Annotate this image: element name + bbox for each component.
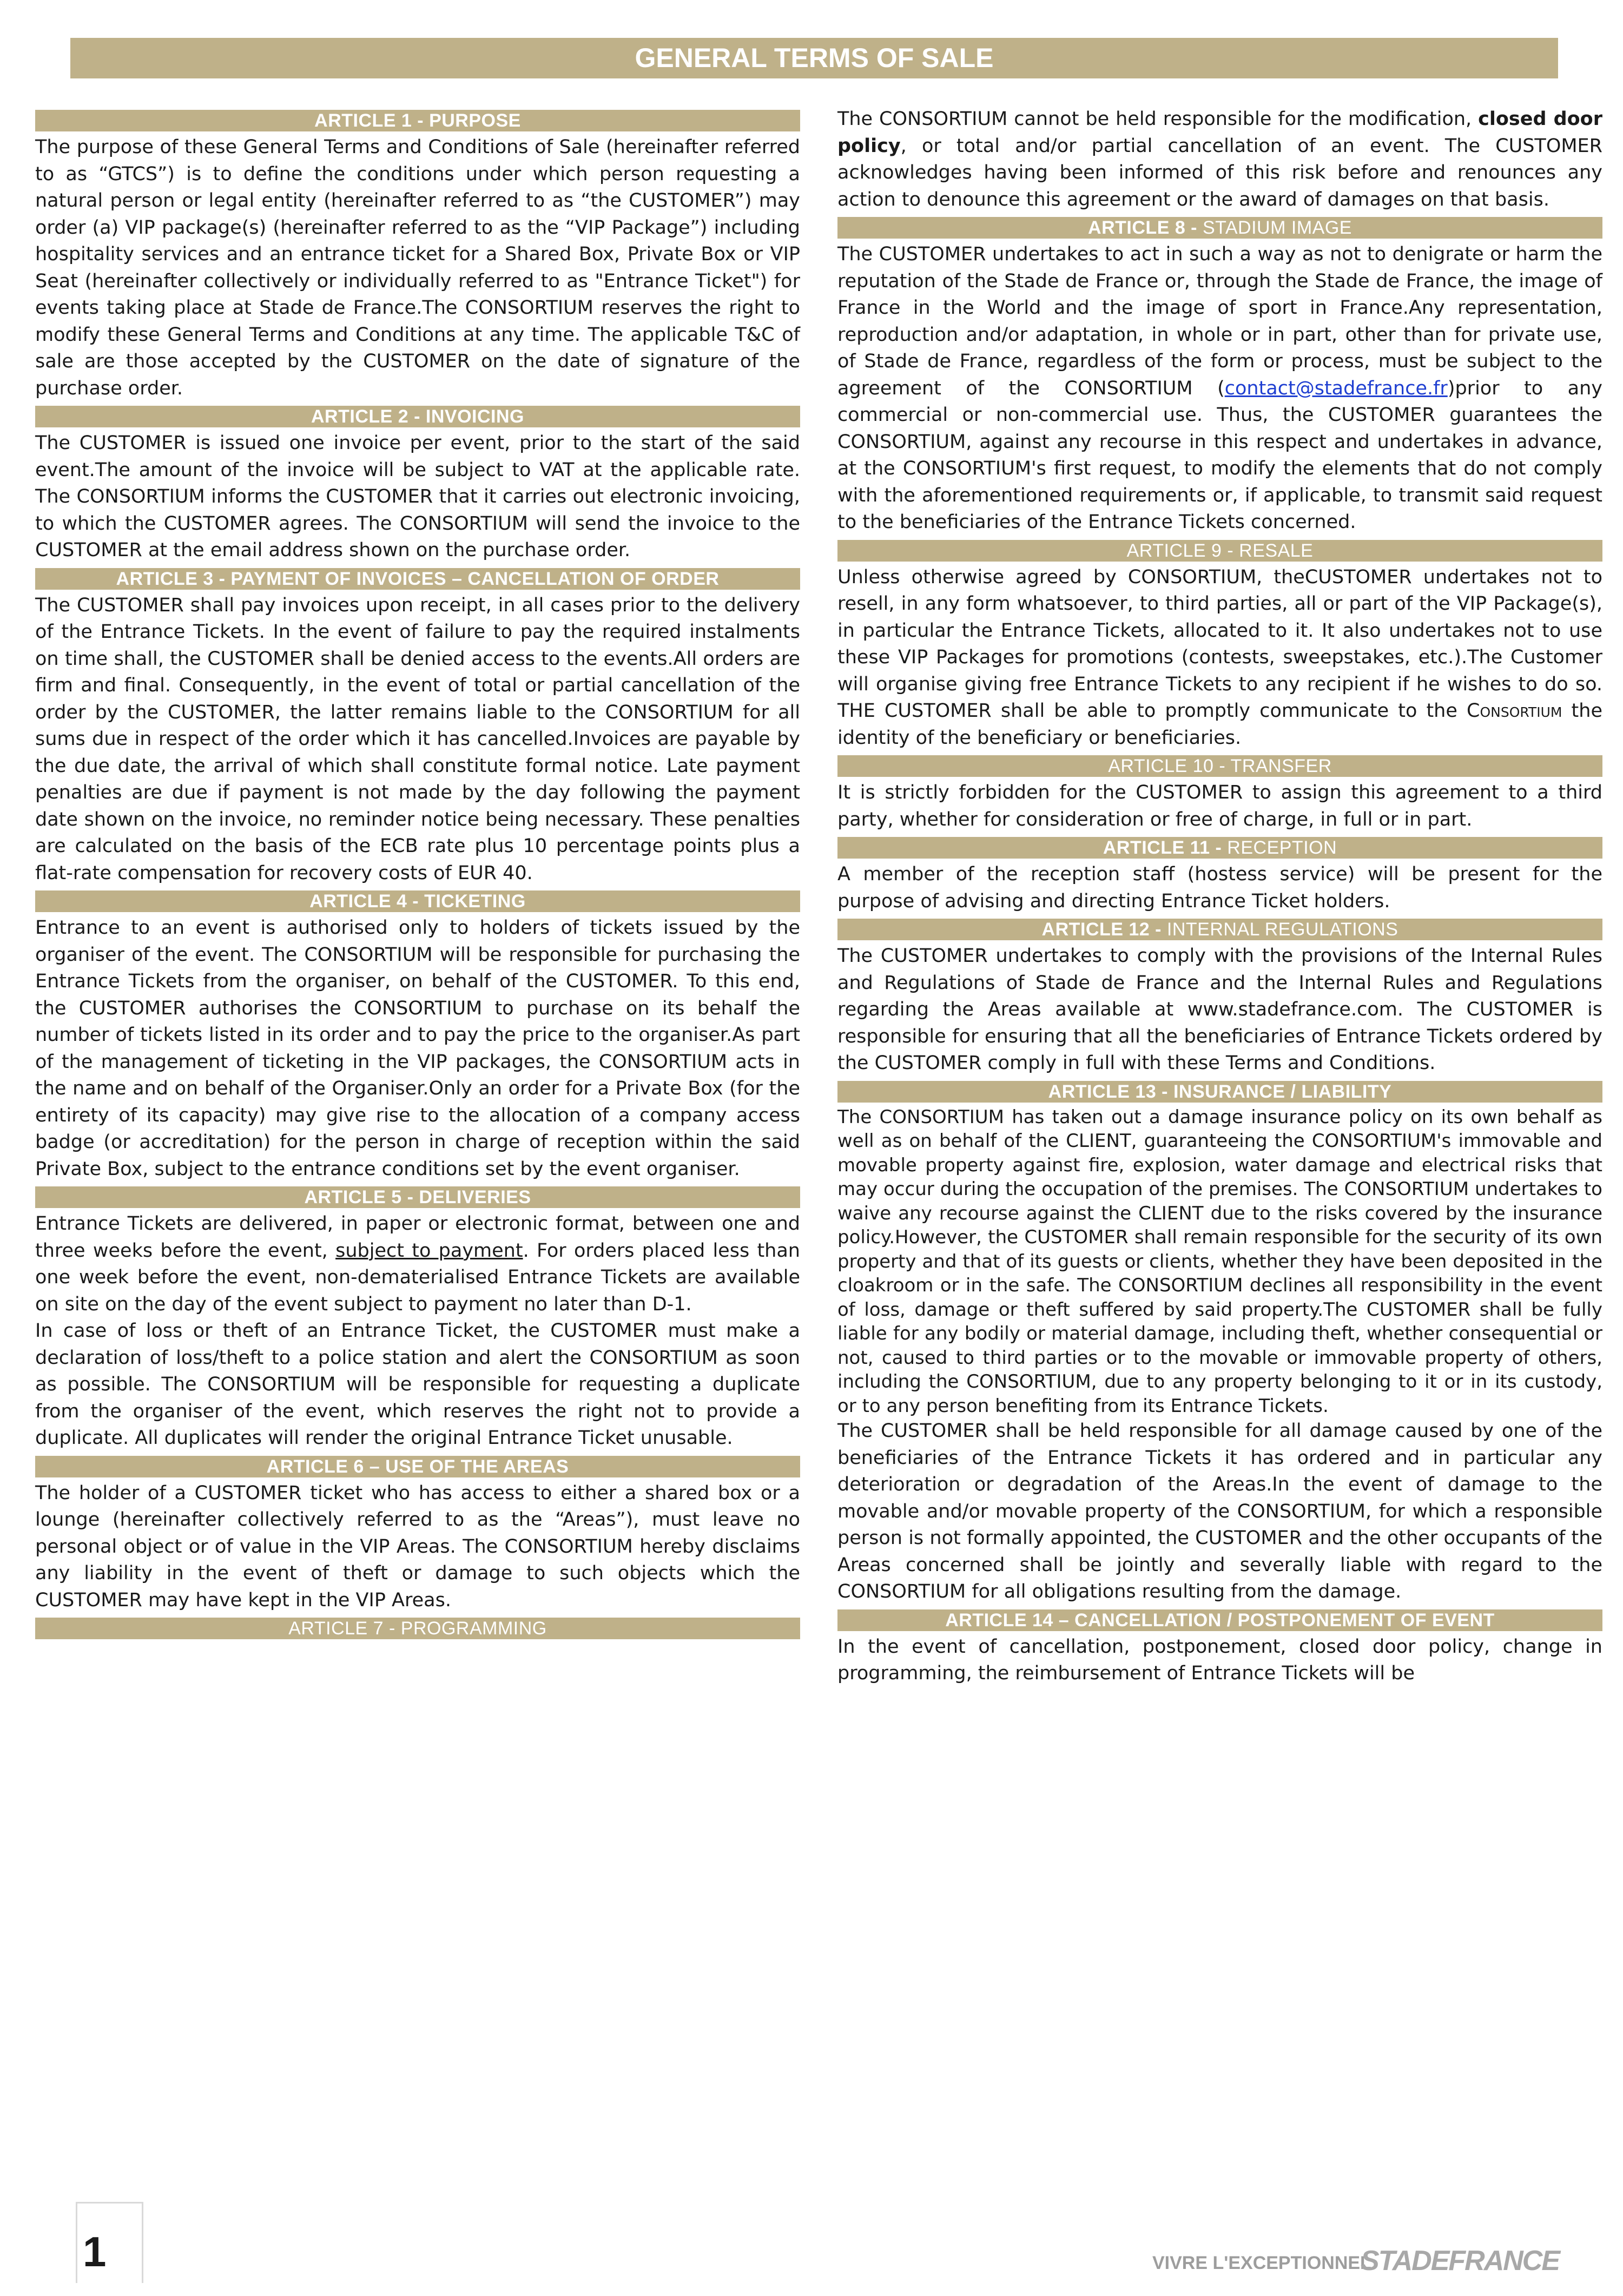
article-heading	[35, 110, 800, 131]
article-title: PROGRAMMING	[400, 1618, 547, 1639]
footer-slogan: VIVRE L'EXCEPTIONNEL	[1152, 2253, 1371, 2273]
article-heading	[837, 919, 1602, 940]
article-title: INSURANCE / LIABILITY	[1173, 1081, 1392, 1102]
article-heading	[35, 568, 800, 590]
page-number-box	[76, 2202, 143, 2283]
article-paragraph: In case of loss or theft of an Entrance Ticket, the CUSTOMER must make a declaration of loss/theft to a police station and alert the CONSORTIUM as soon as possible. The CONSORTIUM will be responsible for requesting a duplicate from the organiser of the event, which reserves the right not to provide a duplicate. All duplicates will render the original Entrance Ticket unusable.	[35, 1320, 800, 1449]
article-heading	[837, 217, 1602, 239]
article-paragraph	[837, 564, 1602, 752]
article-paragraph: The CUSTOMER shall pay invoices upon receipt, in all cases prior to the delivery of the Entrance Tickets. In the event of failure to pay the required instalments on time shall, the CUSTOMER shall be denied access to the events.All orders are firm and final. Consequently, in the event of total or partial cancellation of the order by the CUSTOMER, the latter remains liable to the CONSORTIUM for all sums due in respect of the order which it has cancelled.Invoices are payable by the due date, the arrival of which shall constitute formal notice. Late payment penalties are due if payment is not made by the day following the payment date shown on the invoice, no reminder notice being necessary. These penalties are calculated on the basis of the ECB rate plus 10 percentage points plus a flat-rate compensation for recovery costs of EUR 40.	[35, 594, 800, 884]
article-heading	[35, 1186, 800, 1208]
article-number: ARTICLE 3 -	[116, 568, 231, 589]
article-paragraph: It is strictly forbidden for the CUSTOMER to assign this agreement to a third party, whether for consideration or free of charge, in full or in part.	[837, 782, 1602, 830]
smallcaps-text: Consortium	[1467, 700, 1562, 722]
email-link[interactable]: contact@stadefrance.fr	[1224, 377, 1448, 399]
article-heading	[35, 890, 800, 912]
text-run: Unless otherwise agreed by CONSORTIUM, theCUSTOMER undertakes not to resell, in any form whatsoever, to third parties, all or part of the VIP Package(s), in particular the Entrance Tickets, allocated to it. It also undertakes not to use these VIP Packages for promotions (contests, sweepstakes, etc.).The Customer will organise giving free Entrance Tickets to any recipient if he wishes to do so. THE CUSTOMER shall be able to promptly communicate to the	[837, 566, 1602, 722]
article-paragraph	[837, 241, 1602, 536]
article-paragraph: Entrance to an event is authorised only to holders of tickets issued by the organiser of the event. The CONSORTIUM will be responsible for purchasing the Entrance Tickets from the organiser, on behalf of the CUSTOMER. To this end, the CUSTOMER authorises the CONSORTIUM to purchase on its behalf the number of tickets listed in its order and to pay the price to the organiser.As part of the management of ticketing in the VIP packages, the CONSORTIUM acts in the name and on behalf of the Organiser.Only an order for a Private Box (for the entirety of its capacity) may give rise to the allocation of a company access badge (or accreditation) for the person in charge of reception within the said Private Box, subject to the entrance conditions set by the event organiser.	[35, 917, 800, 1180]
article-title: DELIVERIES	[419, 1187, 531, 1208]
article-paragraph: The purpose of these General Terms and Conditions of Sale (hereinafter referred to as “GTCS”) is to define the conditions under which person requesting a natural person or legal entity (hereinafter referred to as “the CUSTOMER”) may order (a) VIP package(s) (hereinafter referred to as the “VIP Package”) including hospitality services and an entrance ticket for a Shared Box, Private Box or VIP Seat (hereinafter collectively or individually referred to as "Entrance Ticket") for events taking place at Stade de France.The CONSORTIUM reserves the right to modify these General Terms and Conditions at any time. The applicable T&C of sale are those accepted by the CUSTOMER on the date of signature of the purchase order.	[35, 136, 800, 399]
text-run: The CUSTOMER undertakes to act in such a way as not to denigrate or harm the reputation of the Stade de France or, through the Stade de France, the image of France in the World and the image of sport in France.Any representation, reproduction and/or adaptation, in whole or in part, other than for private use, of Stade de France, regardless of the form or process, must be subject to the agreement of the CONSORTIUM (	[837, 243, 1602, 399]
article-number: ARTICLE 5 -	[304, 1187, 419, 1208]
article-paragraph: In the event of cancellation, postponement, closed door policy, change in programming, the reimbursement of Entrance Tickets will be	[837, 1635, 1602, 1684]
article-heading	[837, 1081, 1602, 1103]
article-heading	[837, 1609, 1602, 1631]
article-3	[35, 568, 800, 887]
article-7	[35, 1618, 800, 1639]
article-paragraph: The holder of a CUSTOMER ticket who has access to either a shared box or a lounge (hereinafter collectively referred to as the “Areas”), must leave no personal object or of value in the VIP Areas. The CONSORTIUM hereby disclaims any liability in the event of theft or damage to such objects which the CUSTOMER may have kept in the VIP Areas.	[35, 1482, 800, 1611]
article-number: ARTICLE 8 -	[1088, 217, 1203, 238]
stade-de-france-logo	[1152, 2245, 1560, 2278]
article-14	[837, 1609, 1602, 1687]
article-heading	[837, 540, 1602, 562]
article-heading	[837, 837, 1602, 859]
right-column	[837, 106, 1602, 2194]
article-number: ARTICLE 7 -	[288, 1618, 401, 1639]
article-title: PAYMENT OF INVOICES – CANCELLATION OF ORDER	[230, 568, 720, 589]
article-7-continued	[837, 106, 1602, 213]
article-5	[35, 1186, 800, 1452]
article-heading	[837, 755, 1602, 777]
article-paragraph	[837, 106, 1602, 213]
article-1	[35, 110, 800, 402]
article-heading	[35, 1456, 800, 1477]
underlined-text: subject to payment	[335, 1239, 523, 1262]
article-paragraph: The CUSTOMER is issued one invoice per event, prior to the start of the said event.The amount of the invoice will be subject to VAT at the applicable rate. The CONSORTIUM informs the CUSTOMER that it carries out electronic invoicing, to which the CUSTOMER agrees. The CONSORTIUM will send the invoice to the CUSTOMER at the email address shown on the purchase order.	[35, 432, 800, 561]
article-title: PURPOSE	[429, 110, 521, 131]
article-title: STADIUM IMAGE	[1202, 217, 1352, 238]
article-number: ARTICLE 14 –	[945, 1609, 1075, 1631]
bold-text: closed door policy	[837, 108, 1602, 157]
article-number: ARTICLE 12 -	[1041, 919, 1167, 940]
text-run: . For orders placed less than one week before the event, non-dematerialised Entrance Tickets are available on site on the day of the event subject to payment no later than D-1.	[35, 1239, 800, 1315]
article-paragraph: The CUSTOMER shall be held responsible for all damage caused by one of the beneficiaries of the Entrance Tickets it has ordered and in particular any deterioration or degradation of the Areas.In the event of damage to the movable and/or movable property of the CONSORTIUM, for which a responsible person is not formally appointed, the CUSTOMER and the other occupants of the Areas concerned shall be jointly and severally liable with regard to the CONSORTIUM for all obligations resulting from the damage.	[837, 1420, 1602, 1602]
article-title: INTERNAL REGULATIONS	[1166, 919, 1398, 940]
page-title: GENERAL TERMS OF SALE	[70, 38, 1558, 78]
text-run: )prior to any commercial or non-commercial use. Thus, the CUSTOMER guarantees the CONSORTIUM, against any recourse in this respect and undertakes in advance, at the CONSORTIUM's first request, to modify the elements that do not comply with the aforementioned requirements or, if applicable, to transmit said request to the beneficiaries of the Entrance Tickets concerned.	[837, 377, 1602, 533]
article-title: RESALE	[1239, 540, 1314, 561]
text-run: , or total and/or partial cancellation of an event. The CUSTOMER acknowledges having been informed of this risk before and renounces any action to denounce this agreement or the award of damages on that basis.	[837, 135, 1602, 210]
footer-brand-wordmark: STADEFRANCE	[1361, 2245, 1560, 2277]
article-10	[837, 755, 1602, 833]
article-title: CANCELLATION / POSTPONEMENT OF EVENT	[1074, 1609, 1495, 1631]
article-paragraph: A member of the reception staff (hostess service) will be present for the purpose of advising and directing Entrance Ticket holders.	[837, 863, 1602, 912]
article-13	[837, 1081, 1602, 1606]
article-4	[35, 890, 800, 1183]
article-heading	[35, 406, 800, 427]
article-paragraph	[35, 1211, 800, 1318]
article-number: ARTICLE 10 -	[1108, 756, 1231, 776]
article-11	[837, 837, 1602, 915]
page-number: 1	[83, 2228, 107, 2275]
article-title: USE OF THE AREAS	[385, 1456, 569, 1477]
article-number: ARTICLE 11 -	[1103, 837, 1228, 858]
left-column	[35, 106, 800, 2194]
article-paragraph: The CONSORTIUM has taken out a damage insurance policy on its own behalf as well as on behalf of the CLIENT, guaranteeing the CONSORTIUM's immovable and movable property against fire, explosion, water damage and electrical risks that may occur during the occupation of the premises. The CONSORTIUM undertakes to waive any recourse against the CLIENT due to the risks covered by the insurance policy.However, the CUSTOMER shall remain responsible for the security of its own property and that of its guests or clients, whether they have been deposited in the cloakroom or in the safe. The CONSORTIUM declines all responsibility in the event of loss, damage or theft suffered by said property.The CUSTOMER shall be fully liable for any bodily or material damage, including theft, whether consequential or not, caused to third parties or to the movable or immovable property of others, including the CONSORTIUM, due to any property belonging to it or in its custody, or to any person benefiting from its Entrance Tickets.	[837, 1106, 1602, 1417]
text-run: the identity of the beneficiary or beneficiaries.	[837, 700, 1602, 749]
article-title: TICKETING	[424, 891, 526, 912]
article-8	[837, 217, 1602, 536]
article-12	[837, 919, 1602, 1077]
text-run: Entrance Tickets are delivered, in paper or electronic format, between one and three weeks before the event,	[35, 1213, 800, 1262]
article-6	[35, 1456, 800, 1614]
article-title: INVOICING	[425, 406, 524, 427]
article-number: ARTICLE 4 -	[309, 891, 425, 912]
article-number: ARTICLE 6 –	[266, 1456, 386, 1477]
article-number: ARTICLE 1 -	[314, 110, 430, 131]
article-2	[35, 406, 800, 564]
article-number: ARTICLE 2 -	[311, 406, 426, 427]
article-paragraph: The CUSTOMER undertakes to comply with the provisions of the Internal Rules and Regulations of Stade de France and the Internal Rules and Regulations regarding the Areas available at www.stadefrance.com. The CUSTOMER is responsible for ensuring that all the beneficiaries of Entrance Tickets ordered by the CUSTOMER comply in full with these Terms and Conditions.	[837, 945, 1602, 1074]
text-run: The CONSORTIUM cannot be held responsible for the modification,	[837, 108, 1479, 130]
article-title: RECEPTION	[1227, 837, 1337, 858]
article-number: ARTICLE 9 -	[1126, 540, 1239, 561]
article-title: TRANSFER	[1230, 756, 1332, 776]
article-number: ARTICLE 13 -	[1048, 1081, 1173, 1102]
article-heading	[35, 1618, 800, 1639]
article-9	[837, 540, 1602, 752]
